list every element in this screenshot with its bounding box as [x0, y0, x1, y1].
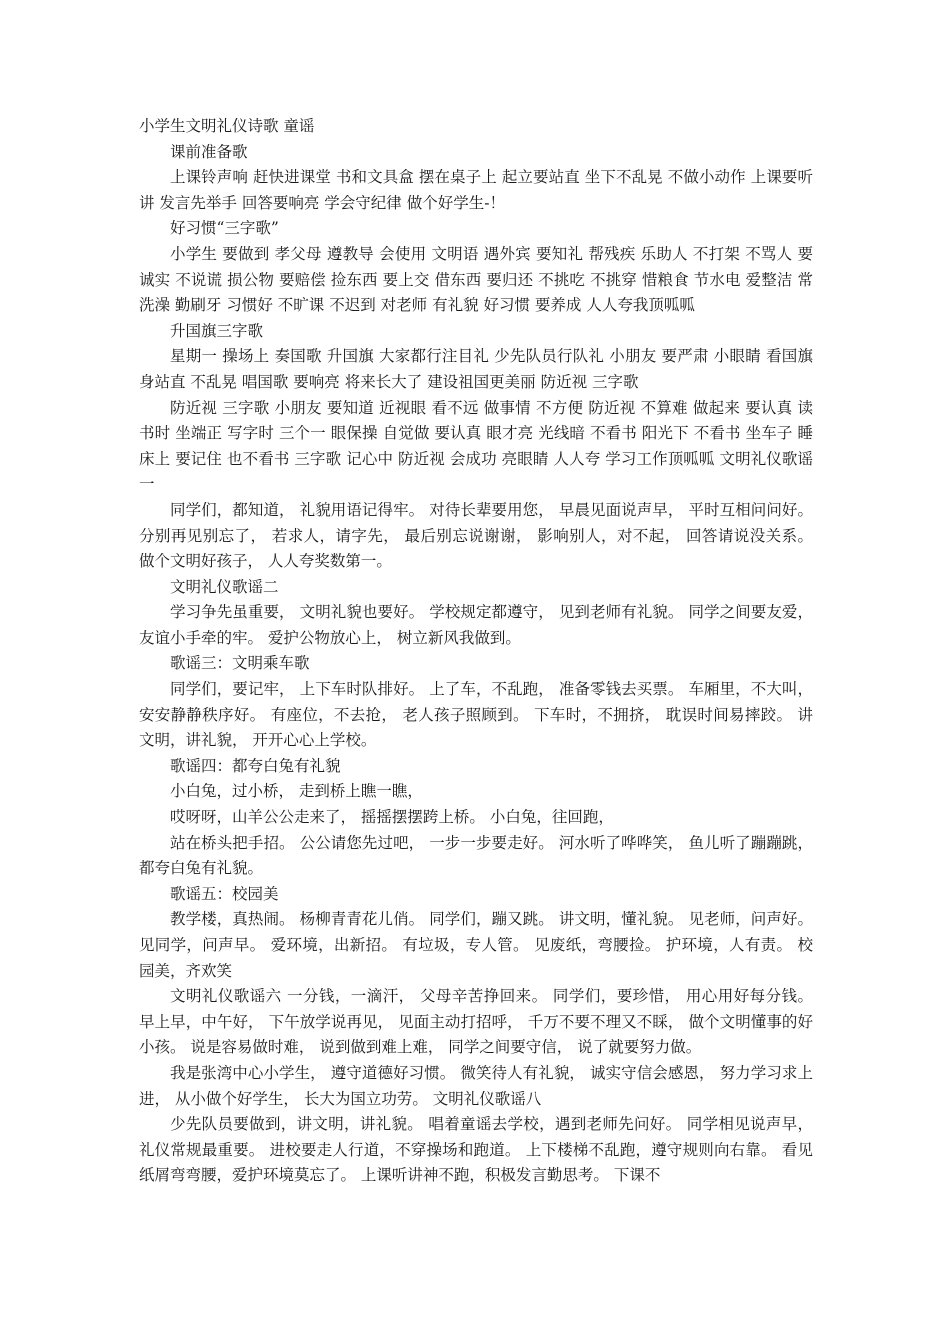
section-heading: 歌谣五：校园美 — [170, 884, 279, 903]
paragraph: 上课铃声响 赶快进课堂 书和文具盒 摆在桌子上 起立要站直 坐下不乱晃 不做小动作 上课要听讲 发言先举手 回答要响亮 学会守纪律 做个好学生-！ — [139, 168, 813, 212]
paragraph: 站在桥头把手招。 公公请您先过吧， 一步一步要走好。 河水听了哗哗笑， 鱼儿听了蹦蹦跳， 都夸白兔有礼貌。 — [139, 833, 813, 878]
paragraph: 学习争先虽重要， 文明礼貌也要好。 学校规定都遵守， 见到老师有礼貌。 同学之间要友爱， 友谊小手牵的牢。 爱护公物放心上， 树立新风我做到。 — [139, 603, 813, 647]
paragraph: 文明礼仪歌谣六 一分钱，一滴汗， 父母辛苦挣回来。 同学们，要珍惜， 用心用好每分钱。 早上早，中午好， 下午放学说再见， 见面主动打招呼， 千万不要不理又不睬， 做个文明懂事的好小孩。 说是容易做时难， 说到做到难上难， 同学之间要守信， 说了就要努力做。 — [139, 987, 813, 1057]
paragraph: 同学们，要记牢， 上下车时队排好。 上了车，不乱跑， 准备零钱去买票。 车厢里，不大叫， 安安静静秩序好。 有座位，不去抢， 老人孩子照顾到。 下车时，不拥挤， 耽误时间易摔跤。 讲文明，讲礼貌， 开开心心上学校。 — [139, 680, 813, 750]
paragraph: 教学楼，真热闹。 杨柳青青花儿俏。 同学们，蹦又跳。 讲文明，懂礼貌。 见老师，问声好。 见同学，问声早。 爱环境，出新招。 有垃圾，专人管。 见废纸，弯腰捡。 护环境，人有责。 校园美，齐欢笑 — [139, 910, 813, 980]
section-heading: 好习惯“三字歌” — [170, 219, 279, 238]
paragraph: 防近视 三字歌 小朋友 要知道 近视眼 看不远 做事情 不方便 防近视 不算难 做起来 要认真 读书时 坐端正 写字时 三个一 眼保操 自觉做 要认真 眼才亮 光线暗 不看书 阳光下 不看书 坐车子 睡床上 要记住 也不看书 三字歌 记心中 防近视 会成功 亮眼睛 人人夸 学习工作顶呱呱 文明礼仪歌谣一 — [139, 398, 813, 494]
paragraph: 同学们，都知道， 礼貌用语记得牢。 对待长辈要用您， 早晨见面说声早， 平时互相问问好。 分别再见别忘了， 若求人，请字先， 最后别忘说谢谢， 影响别人，对不起， 回答请说没关系。 做个文明好孩子， 人人夸奖数第一。 — [139, 500, 813, 571]
section-heading: 升国旗三字歌 — [170, 321, 264, 340]
section-heading: 文明礼仪歌谣二 — [170, 577, 279, 596]
document-title: 小学生文明礼仪诗歌 童谣 — [139, 117, 315, 135]
section-heading: 歌谣四：都夸白兔有礼貌 — [170, 756, 341, 775]
paragraph: 我是张湾中心小学生， 遵守道德好习惯。 微笑待人有礼貌， 诚实守信会感恩， 努力学习求上进， 从小做个好学生， 长大为国立功劳。 文明礼仪歌谣八 — [139, 1063, 813, 1108]
section-heading: 课前准备歌 — [170, 142, 248, 161]
paragraph: 少先队员要做到，讲文明，讲礼貌。 唱着童谣去学校，遇到老师先问好。 同学相见说声早，礼仪常规最重要。 进校要走人行道，不穿操场和跑道。 上下楼梯不乱跑，遵守规则向右靠。 看见纸屑弯弯腰，爱护环境莫忘了。 上课听讲神不跑，积极发言勤思考。 下课不 — [139, 1115, 813, 1185]
paragraph: 星期一 操场上 奏国歌 升国旗 大家都行注目礼 少先队员行队礼 小朋友 要严肃 小眼睛 看国旗 身站直 不乱晃 唱国歌 要响亮 将来长大了 建设祖国更美丽 防近视 三字歌 — [139, 347, 813, 391]
section-heading: 歌谣三：文明乘车歌 — [170, 654, 310, 673]
paragraph: 小学生 要做到 孝父母 遵教导 会使用 文明语 遇外宾 要知礼 帮残疾 乐助人 不打架 不骂人 要诚实 不说谎 损公物 要赔偿 捡东西 要上交 借东西 要归还 不挑吃 不挑穿 惜粮食 节水电 爱整洁 常洗澡 勤刷牙 习惯好 不旷课 不迟到 对老师 有礼貌 好习惯 要养成 人人夸我顶呱呱 — [139, 244, 813, 315]
document-page — [139, 114, 813, 1189]
paragraph: 小白兔，过小桥， 走到桥上瞧一瞧， — [170, 782, 423, 801]
paragraph: 哎呀呀，山羊公公走来了， 摇摇摆摆跨上桥。 小白兔，往回跑， — [170, 808, 614, 827]
